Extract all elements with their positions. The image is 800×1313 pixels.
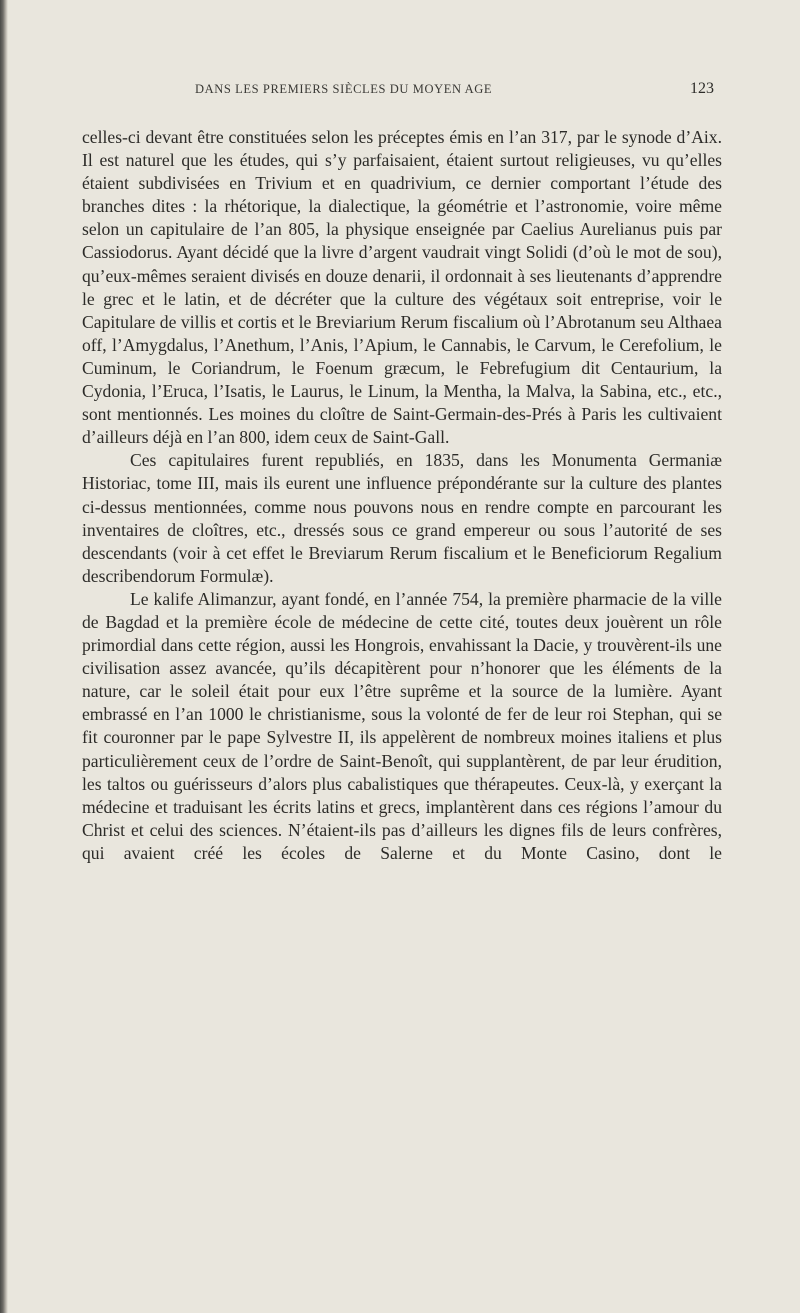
running-title: DANS LES PREMIERS SIÈCLES DU MOYEN AGE	[195, 82, 493, 96]
paragraph-2: Ces capitulaires furent republiés, en 1835, dans les Monumenta Germaniæ Historiac, tome III, mais ils eurent une influence prépondérante sur la culture des plantes ci-dessus mentionnées, comme nous pouvons nous en rendre compte en parcourant les inventaires de cloîtres, etc., dressés sous ce grand empereur ou sous l’autorité de ses descendants (voir à cet effet le Breviarum Rerum fiscalium et le Beneficiorum Regalium describendorum Formulæ).	[82, 450, 722, 586]
page-edge-shadow	[0, 0, 8, 1313]
running-header	[0, 80, 800, 102]
paragraph-3: Le kalife Alimanzur, ayant fondé, en l’année 754, la première pharmacie de la ville de Bagdad et la première école de médecine de cette cité, toutes deux jouèrent un rôle primordial dans cette région, aussi les Hongrois, envahissant la Dacie, y trouvèrent-ils une civilisation assez avancée, qu’ils décapitèrent pour n’honorer que les éléments de la nature, car le soleil était pour eux l’être suprême et la source de la lumière. Ayant embrassé en l’an 1000 le christianisme, sous la volonté de fer de leur roi Stephan, qui se fit couronner par le pape Sylvestre II, ils appelèrent de nombreux moines italiens et plus particulièrement ceux de l’ordre de Saint-Benoît, qui supplantèrent, de par leur érudition, les taltos ou guérisseurs d’alors plus cabalistiques que thérapeutes. Ceux-là, y exerçant la médecine et traduisant les écrits latins et grecs, implantèrent dans ces régions l’amour du Christ et celui des sciences. N’étaient-ils pas d’ailleurs les dignes fils de leurs confrères, qui avaient créé les écoles de Salerne et du Monte Casino, dont le	[82, 588, 722, 863]
page-number: 123	[690, 80, 714, 97]
body-text	[82, 126, 722, 865]
paragraph-1: celles-ci devant être constituées selon les préceptes émis en l’an 317, par le synode d’Aix. Il est naturel que les études, qui s’y parfaisaient, étaient surtout religieuses, vu qu’elles étaient subdivisées en Trivium et en quadrivium, ce dernier comportant l’étude des branches dites : la rhétorique, la dialectique, la géométrie et l’astronomie, voire même selon un capitulaire de l’an 805, la physique enseignée par Caelius Aurelianus puis par Cassiodorus. Ayant décidé que la livre d’argent vaudrait vingt Solidi (d’où le mot de sou), qu’eux-mêmes seraient divisés en douze denarii, il ordonnait à ses lieutenants d’apprendre le grec et le latin, et de décréter que la culture des végétaux soit entreprise, voir le Capitulare de villis et cortis et le Breviarium Rerum fiscalium où l’Abrotanum seu Althaea off, l’Amygdalus, l’Anethum, l’Anis, l’Apium, le Cannabis, le Carvum, le Cerefolium, le Cuminum, le Coriandrum, le Foenum græcum, le Febrefugium dit Centaurium, la Cydonia, l’Eruca, l’Isatis, le Laurus, le Linum, la Mentha, la Malva, la Sabina, etc., etc., sont mentionnés. Les moines du cloître de Saint-Germain-des-Prés à Paris les cultivaient d’ailleurs déjà en l’an 800, idem ceux de Saint-Gall.	[82, 127, 722, 448]
